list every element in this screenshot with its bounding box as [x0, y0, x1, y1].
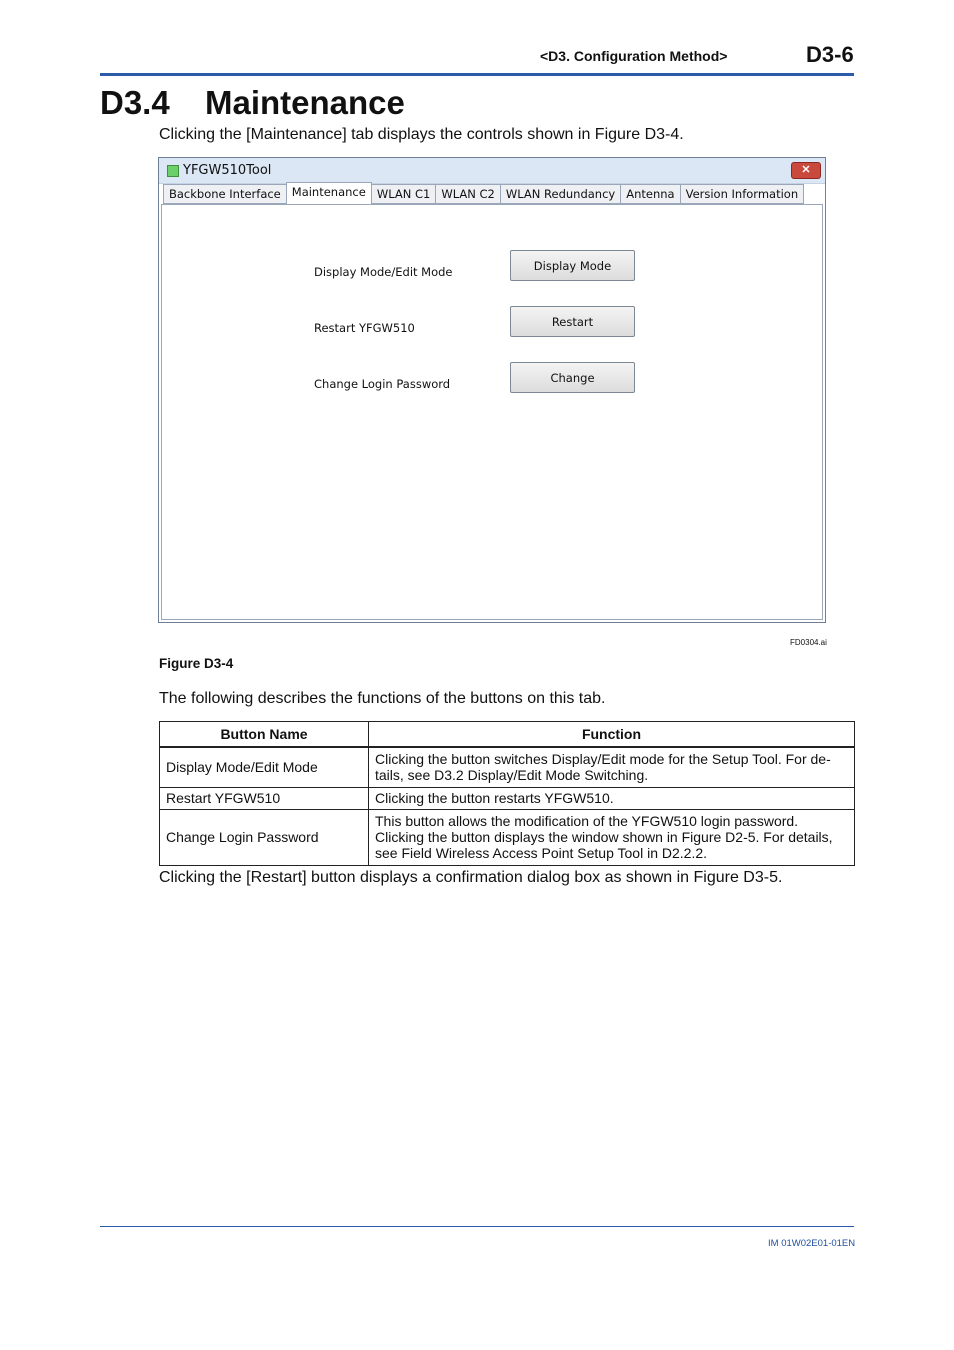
app-window: [158, 157, 826, 623]
tab-wlan-c1[interactable]: WLAN C1: [371, 184, 437, 204]
tab-antenna[interactable]: Antenna: [620, 184, 680, 204]
table-row: [160, 787, 855, 809]
section-number: D3.4: [100, 84, 170, 121]
tab-bar: [163, 184, 803, 204]
table-cell-name: Display Mode/Edit Mode: [160, 747, 369, 787]
tab-maintenance[interactable]: Maintenance: [286, 182, 372, 205]
figure-file-name: FD0304.ai: [790, 638, 827, 647]
button-function-table: [159, 721, 855, 866]
table-row: [160, 809, 855, 865]
header-function: Function: [369, 722, 855, 748]
change-password-label: Change Login Password: [314, 377, 451, 391]
footer-doc-id: IM 01W02E01-01EN: [768, 1238, 856, 1249]
figure-caption: Figure D3-4: [159, 656, 234, 671]
display-mode-button[interactable]: Display Mode: [510, 250, 635, 281]
table-cell-name: Restart YFGW510: [160, 787, 369, 809]
maintenance-panel: [161, 204, 823, 620]
window-titlebar: [159, 158, 825, 184]
restart-button[interactable]: Restart: [510, 306, 635, 337]
header-section-title: <D3. Configuration Method>: [540, 48, 728, 64]
display-mode-label: Display Mode/Edit Mode: [314, 265, 453, 279]
header-rule: [100, 73, 854, 76]
tab-backbone-interface[interactable]: Backbone Interface: [163, 184, 287, 204]
change-password-button[interactable]: Change: [510, 362, 635, 393]
header-page-number: D3-6: [806, 42, 854, 67]
window-title: YFGW510Tool: [183, 163, 272, 178]
header-button-name: Button Name: [160, 722, 369, 748]
table-intro: The following describes the functions of the buttons on this tab.: [159, 690, 606, 707]
section-title: Maintenance: [205, 84, 405, 121]
table-cell-name: Change Login Password: [160, 809, 369, 865]
footer-rule: [100, 1226, 854, 1227]
restart-label: Restart YFGW510: [314, 321, 415, 335]
tab-version-information[interactable]: Version Information: [680, 184, 805, 204]
tab-wlan-redundancy[interactable]: WLAN Redundancy: [500, 184, 621, 204]
table-cell-function: Clicking the button restarts YFGW510.: [369, 787, 855, 809]
table-header-row: [160, 722, 855, 748]
close-button[interactable]: ✕: [791, 162, 821, 179]
tab-wlan-c2[interactable]: WLAN C2: [435, 184, 501, 204]
app-icon: [167, 165, 179, 177]
closing-paragraph: Clicking the [Restart] button displays a confirmation dialog box as shown in Figure D3-5.: [159, 869, 783, 886]
table-row: [160, 747, 855, 787]
table-cell-function: Clicking the button switches Display/Edit mode for the Setup Tool. For de- tails, see D3.2 Display/Edit Mode Switching.: [369, 747, 855, 787]
intro-paragraph: Clicking the [Maintenance] tab displays the controls shown in Figure D3-4.: [159, 126, 684, 143]
table-cell-function: This button allows the modification of the YFGW510 login password. Clicking the button displays the window shown in Figure D2-5. For details, see Field Wireless Access Point Setup Tool in D2.2.2.: [369, 809, 855, 865]
